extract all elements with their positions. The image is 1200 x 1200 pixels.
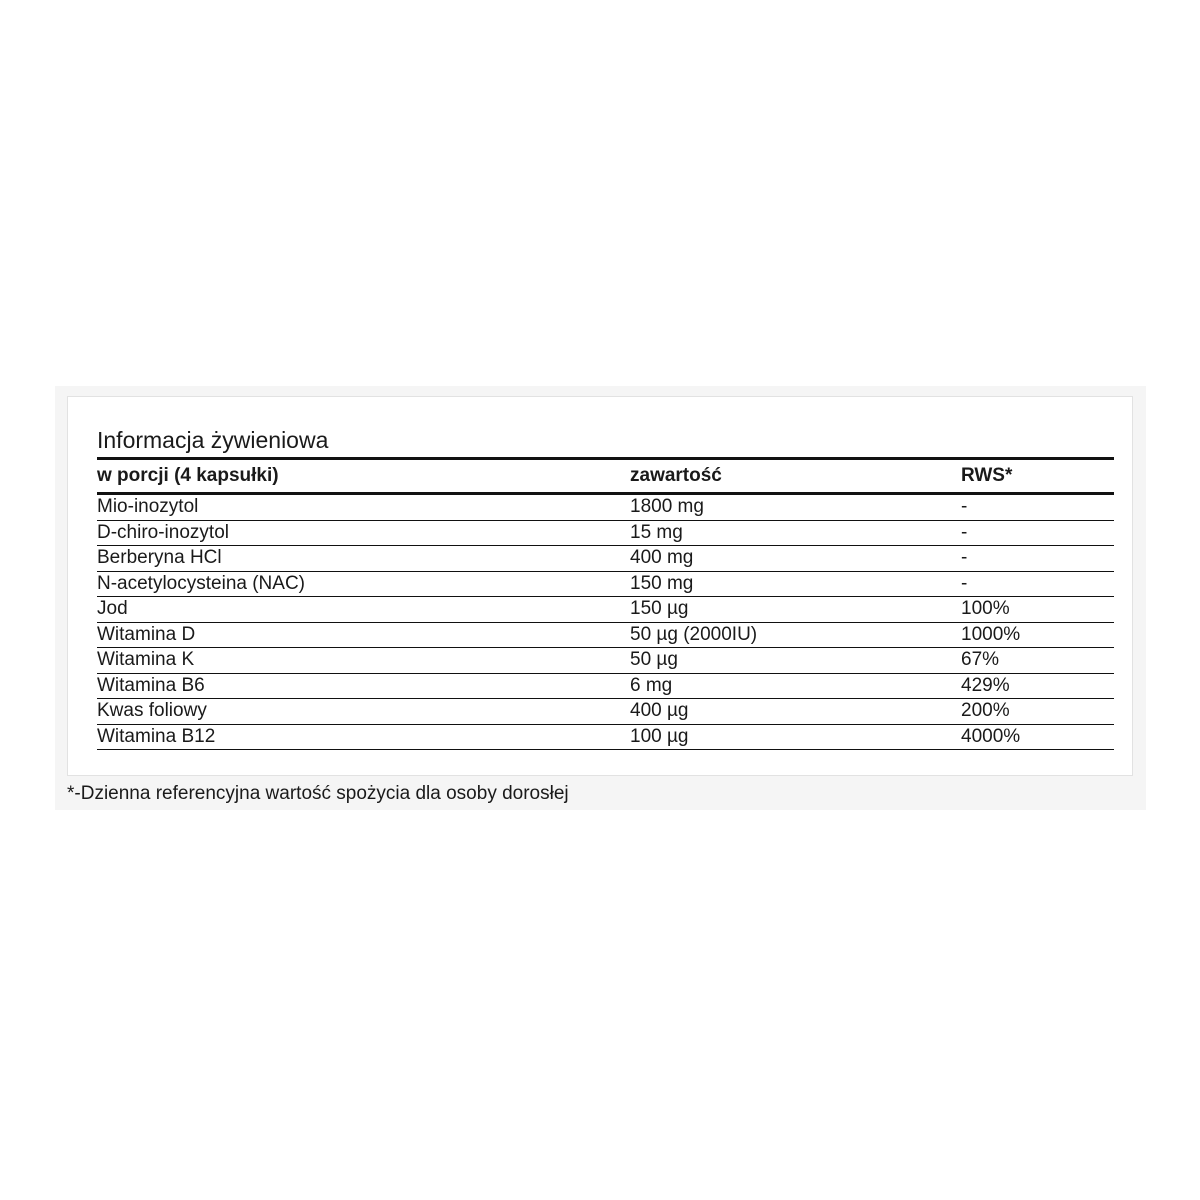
nutrition-card (67, 396, 1133, 776)
ingredient-amount: 150 µg (630, 597, 961, 623)
ingredient-amount: 400 µg (630, 699, 961, 725)
ingredient-rws: 67% (961, 648, 1114, 674)
ingredient-amount: 6 mg (630, 673, 961, 699)
ingredient-rws: 4000% (961, 724, 1114, 750)
ingredient-rws: - (961, 571, 1114, 597)
ingredient-name: D-chiro-inozytol (97, 520, 630, 546)
table-row (97, 648, 1114, 674)
nutrition-title: Informacja żywieniowa (97, 427, 329, 453)
ingredient-name: Witamina B6 (97, 673, 630, 699)
ingredient-rws: - (961, 494, 1114, 521)
ingredient-rws: - (961, 520, 1114, 546)
ingredient-amount: 1800 mg (630, 494, 961, 521)
ingredient-name: Kwas foliowy (97, 699, 630, 725)
header-content: zawartość (630, 459, 961, 494)
ingredient-amount: 15 mg (630, 520, 961, 546)
table-row (97, 597, 1114, 623)
ingredient-name: Mio-inozytol (97, 494, 630, 521)
ingredient-name: Witamina D (97, 622, 630, 648)
table-row (97, 724, 1114, 750)
table-row (97, 520, 1114, 546)
header-portion: w porcji (4 kapsułki) (97, 459, 630, 494)
ingredient-amount: 150 mg (630, 571, 961, 597)
ingredient-name: Jod (97, 597, 630, 623)
ingredient-amount: 50 µg (630, 648, 961, 674)
ingredient-name: Witamina K (97, 648, 630, 674)
ingredient-rws: 100% (961, 597, 1114, 623)
rws-footnote: *-Dzienna referencyjna wartość spożycia dla osoby dorosłej (67, 783, 569, 804)
nutrition-panel (55, 386, 1146, 810)
ingredient-name: N-acetylocysteina (NAC) (97, 571, 630, 597)
table-row (97, 494, 1114, 521)
ingredient-amount: 400 mg (630, 546, 961, 572)
nutrition-table (97, 457, 1114, 750)
table-row (97, 546, 1114, 572)
table-row (97, 673, 1114, 699)
ingredient-name: Witamina B12 (97, 724, 630, 750)
header-rws: RWS* (961, 459, 1114, 494)
ingredient-rws: - (961, 546, 1114, 572)
ingredient-rws: 200% (961, 699, 1114, 725)
table-row (97, 622, 1114, 648)
table-row (97, 699, 1114, 725)
table-header-row (97, 459, 1114, 494)
ingredient-amount: 50 µg (2000IU) (630, 622, 961, 648)
table-row (97, 571, 1114, 597)
ingredient-rws: 429% (961, 673, 1114, 699)
ingredient-name: Berberyna HCl (97, 546, 630, 572)
ingredient-rws: 1000% (961, 622, 1114, 648)
ingredient-amount: 100 µg (630, 724, 961, 750)
